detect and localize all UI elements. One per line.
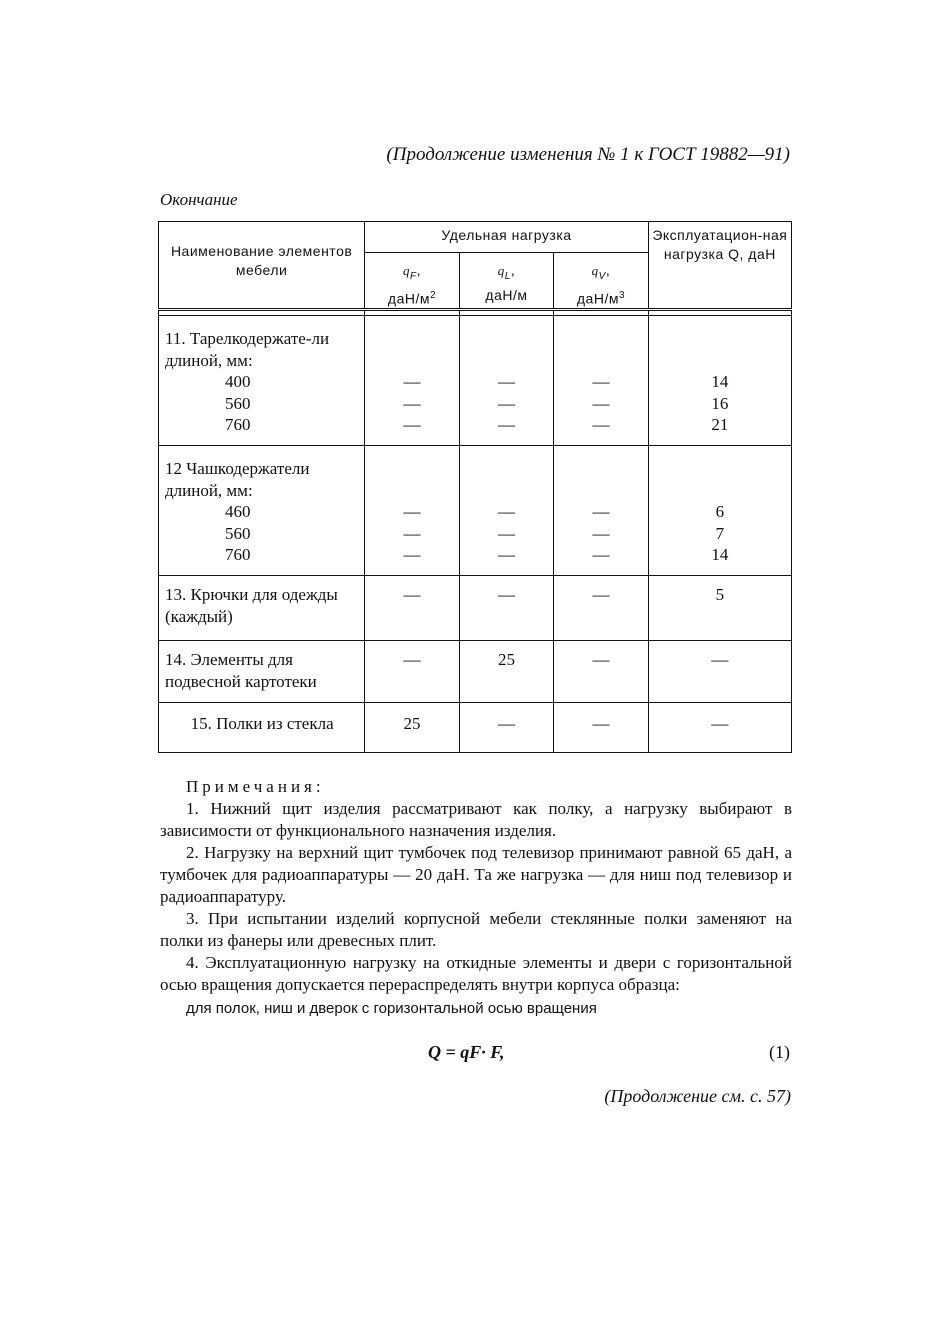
col-qf-header: $q_F$, даН/$м^2$	[365, 253, 459, 310]
row-name: 15. Полки из стекла	[159, 703, 365, 753]
col-udel-header: Удельная нагрузка	[365, 222, 648, 253]
table-row	[159, 576, 792, 641]
q-cell: —	[648, 703, 791, 753]
qf-cell: 25	[365, 703, 459, 753]
notes-title: Примечания:	[186, 777, 325, 796]
ql-cell: —	[459, 703, 553, 753]
qf-cell: — — —	[365, 316, 459, 446]
note-5: для полок, ниш и дверок с горизонтальной осью вращения	[186, 1000, 597, 1017]
note-2: 2. Нагрузку на верхний щит тумбочек под телевизор принимают равной 65 даН, а тумбочек для радиоаппаратуры — 20 даН. Та же нагрузка — для ниш под телевизор и радиоаппаратуру.	[160, 843, 792, 906]
page-header: (Продолжение изменения № 1 к ГОСТ 19882—91)	[386, 144, 790, 165]
table-row	[159, 316, 792, 446]
col-ql-header: $q_L$, даН/м	[459, 253, 553, 310]
note-3: 3. При испытании изделий корпусной мебели стеклянные полки заменяют на полки из фанеры или древесных плит.	[160, 909, 792, 950]
table-caption: Окончание	[160, 190, 238, 209]
col-qv-header: $q_V$, даН/$м^3$	[554, 253, 648, 310]
formula-expression: Q = qF· F,	[428, 1042, 505, 1062]
table-row	[159, 703, 792, 753]
qv-cell: — — —	[554, 446, 648, 576]
note-1: 1. Нижний щит изделия рассматривают как полку, а нагрузку выбирают в зависимости от функционального назначения изделия.	[160, 799, 792, 840]
row-name: 12 Чашкодержатели длиной, мм: 460 560 760	[159, 446, 365, 576]
row-name: 14. Элементы для подвесной картотеки	[159, 641, 365, 703]
table-row	[159, 641, 792, 703]
qv-cell: —	[554, 641, 648, 703]
formula-number: (1)	[769, 1042, 790, 1062]
col-name-header: Наименование элементов мебели	[159, 222, 365, 310]
table-row	[159, 446, 792, 576]
q-cell: 5	[648, 576, 791, 641]
q-cell: —	[648, 641, 791, 703]
row-name: 11. Тарелкодержате-ли длиной, мм: 400 560 760	[159, 316, 365, 446]
q-cell: 14 16 21	[648, 316, 791, 446]
ql-cell: — — —	[459, 446, 553, 576]
ql-cell: 25	[459, 641, 553, 703]
ql-cell: —	[459, 576, 553, 641]
qv-cell: — — —	[554, 316, 648, 446]
qf-cell: —	[365, 576, 459, 641]
qv-cell: —	[554, 576, 648, 641]
ql-cell: — — —	[459, 316, 553, 446]
qf-cell: —	[365, 641, 459, 703]
note-4: 4. Эксплуатационную нагрузку на откидные элементы и двери с горизонтальной осью вращения допускается перераспределять внутри корпуса образца:	[160, 953, 792, 994]
q-cell: 6 7 14	[648, 446, 791, 576]
qv-cell: —	[554, 703, 648, 753]
page-footer: (Продолжение см. с. 57)	[604, 1086, 791, 1106]
qf-cell: — — —	[365, 446, 459, 576]
col-expl-header: Эксплуатацион-ная нагрузка Q, даН	[648, 222, 791, 310]
notes-section	[160, 776, 792, 1020]
load-table	[158, 221, 792, 753]
row-name: 13. Крючки для одежды (каждый)	[159, 576, 365, 641]
